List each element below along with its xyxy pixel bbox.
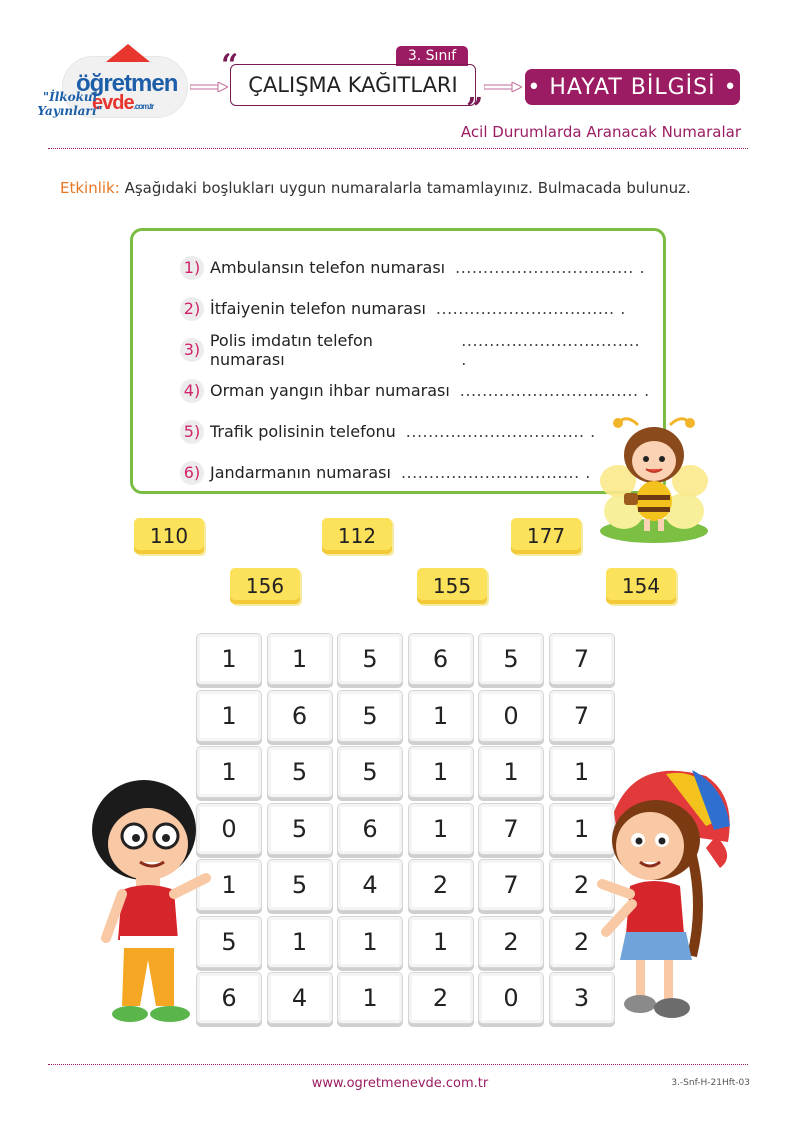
puzzle-cell[interactable]: 1	[196, 746, 262, 798]
answer-tag: 156	[230, 568, 300, 604]
bee-girl-illustration	[598, 415, 710, 543]
question-row	[180, 370, 650, 411]
puzzle-cell[interactable]: 1	[408, 690, 474, 742]
footer-page-code: 3.-Snf-H-21Hft-03	[671, 1078, 750, 1088]
puzzle-cell[interactable]: 1	[196, 690, 262, 742]
puzzle-cell[interactable]: 4	[267, 972, 333, 1024]
puzzle-cell[interactable]: 6	[408, 633, 474, 685]
activity-label: Etkinlik:	[60, 179, 120, 197]
question-list	[180, 247, 650, 493]
logo-line2: evde.com.tr	[92, 92, 154, 114]
question-text: Ambulansın telefon numarası	[210, 258, 446, 277]
question-row	[180, 452, 650, 493]
logo-tagline: "İlkokul Yayınları"	[37, 90, 103, 118]
puzzle-cell[interactable]: 2	[549, 859, 615, 911]
number-puzzle-grid	[196, 633, 616, 1025]
puzzle-cell[interactable]: 5	[267, 746, 333, 798]
question-text: Orman yangın ihbar numarası	[210, 381, 450, 400]
activity-text: Aşağıdaki boşlukları uygun numaralarla tamamlayınız. Bulmacada bulunuz.	[119, 179, 691, 197]
grade-badge: 3. Sınıf	[396, 46, 468, 66]
footer-divider	[48, 1064, 748, 1065]
puzzle-cell[interactable]: 5	[267, 859, 333, 911]
worksheet-subtitle: Acil Durumlarda Aranacak Numaralar	[460, 123, 741, 141]
question-number: 6)	[180, 461, 204, 485]
header-divider	[48, 148, 748, 149]
puzzle-cell[interactable]: 5	[337, 690, 403, 742]
puzzle-cell[interactable]: 1	[478, 746, 544, 798]
question-number: 5)	[180, 420, 204, 444]
puzzle-cell[interactable]: 1	[408, 803, 474, 855]
question-text: İtfaiyenin telefon numarası	[210, 299, 426, 318]
logo-line1: öğretmen	[76, 70, 178, 97]
puzzle-cell[interactable]: 6	[267, 690, 333, 742]
logo-roof-icon	[106, 44, 150, 62]
puzzle-cell[interactable]: 1	[337, 972, 403, 1024]
puzzle-cell[interactable]: 2	[408, 859, 474, 911]
quote-open-icon: “	[221, 48, 239, 83]
puzzle-cell[interactable]: 1	[549, 746, 615, 798]
question-row	[180, 411, 650, 452]
puzzle-cell[interactable]: 1	[196, 859, 262, 911]
question-number: 2)	[180, 297, 204, 321]
answer-tag: 110	[134, 518, 204, 554]
question-number: 1)	[180, 256, 204, 280]
puzzle-cell[interactable]: 2	[478, 916, 544, 968]
arrow-right-icon	[190, 82, 228, 92]
puzzle-cell[interactable]: 0	[478, 690, 544, 742]
puzzle-cell[interactable]: 2	[408, 972, 474, 1024]
puzzle-cell[interactable]: 7	[478, 803, 544, 855]
question-number: 3)	[180, 338, 204, 362]
puzzle-cell[interactable]: 7	[478, 859, 544, 911]
puzzle-cell[interactable]: 6	[337, 803, 403, 855]
puzzle-cell[interactable]: 5	[267, 803, 333, 855]
puzzle-cell[interactable]: 5	[337, 633, 403, 685]
puzzle-cell[interactable]: 5	[478, 633, 544, 685]
answer-blank[interactable]: ................................ .	[455, 258, 646, 277]
puzzle-cell[interactable]: 2	[549, 916, 615, 968]
worksheet-title: ÇALIŞMA KAĞITLARI	[230, 64, 476, 106]
question-text: Jandarmanın numarası	[210, 463, 391, 482]
puzzle-cell[interactable]: 1	[267, 633, 333, 685]
boy-illustration	[82, 770, 212, 1030]
question-row	[180, 247, 650, 288]
question-text: Polis imdatın telefon numarası	[209, 330, 373, 369]
arrow-right-icon	[484, 82, 522, 92]
answer-tag: 112	[322, 518, 392, 554]
girl-illustration	[596, 756, 736, 1028]
answer-blank[interactable]: ................................ .	[400, 463, 591, 482]
answer-blank[interactable]: ................................ .	[459, 381, 650, 400]
puzzle-cell[interactable]: 1	[408, 916, 474, 968]
answer-tag: 154	[606, 568, 676, 604]
subject-badge: • HAYAT BİLGİSİ •	[525, 69, 740, 105]
puzzle-cell[interactable]: 1	[196, 633, 262, 685]
activity-instruction	[60, 175, 740, 201]
question-row	[180, 288, 650, 329]
question-number: 4)	[180, 379, 204, 403]
question-text: Trafik polisinin telefonu	[210, 422, 396, 441]
puzzle-cell[interactable]: 1	[267, 916, 333, 968]
puzzle-cell[interactable]: 4	[337, 859, 403, 911]
puzzle-cell[interactable]: 7	[549, 690, 615, 742]
puzzle-cell[interactable]: 0	[196, 803, 262, 855]
answer-tag: 155	[417, 568, 487, 604]
puzzle-cell[interactable]: 5	[196, 916, 262, 968]
puzzle-cell[interactable]: 0	[478, 972, 544, 1024]
quote-close-icon: ”	[466, 92, 484, 127]
answer-blank[interactable]: ................................ .	[461, 330, 641, 369]
puzzle-cell[interactable]: 5	[337, 746, 403, 798]
puzzle-cell[interactable]: 7	[549, 633, 615, 685]
question-row	[180, 329, 650, 370]
puzzle-cell[interactable]: 1	[549, 803, 615, 855]
answer-blank[interactable]: ................................ .	[405, 422, 596, 441]
puzzle-cell[interactable]: 1	[337, 916, 403, 968]
answer-tag: 177	[511, 518, 581, 554]
answer-blank[interactable]: ................................ .	[435, 299, 626, 318]
puzzle-cell[interactable]: 6	[196, 972, 262, 1024]
puzzle-cell[interactable]: 1	[408, 746, 474, 798]
puzzle-cell[interactable]: 3	[549, 972, 615, 1024]
footer-website-link[interactable]: www.ogretmenevde.com.tr	[311, 1076, 489, 1091]
